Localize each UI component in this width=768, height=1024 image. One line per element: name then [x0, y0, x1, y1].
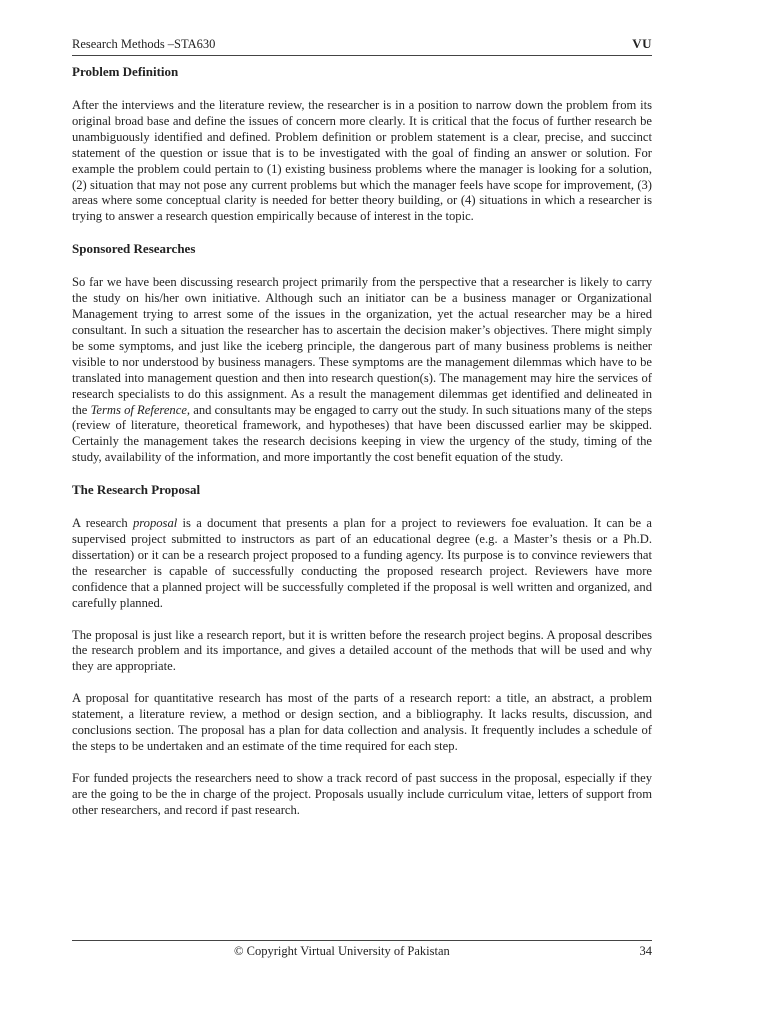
paragraph-quantitative-proposal: A proposal for quantitative research has most of the parts of a research report: a title, an abstract, a problem statement, a literature review, a method or design section, and a bibliography. It lacks results, discussion, and conclusions section. The proposal has a plan for data collection and analysis. It frequently includes a schedule of the steps to be undertaken and an estimate of the time required for each step.: [72, 691, 652, 753]
page-header: [72, 36, 652, 56]
institution-label: VU: [632, 36, 652, 51]
paragraph-funded-projects: For funded projects the researchers need to show a track record of past success in the proposal, especially if they are the going to be the in charge of the project. Proposals usually include curriculum vitae, letters of support from other researchers, and record if past research.: [72, 770, 652, 817]
section-heading-problem-definition: Problem Definition: [72, 64, 179, 79]
course-title: Research Methods –STA630: [72, 37, 216, 51]
paragraph-proposal-definition: A research proposal is a document that presents a plan for a project to reviewers foe evaluation. It can be a supervised project submitted to instructors as part of an educational degree (e.g. a Master’s thesis or a Ph.D. dissertation) or it can be a research project proposed to a funding agency. Its purpose is to convince reviewers that the researcher is capable of successfully conducting the proposed research project. Reviewers have more confidence that a planned project will be successfully completed if the proposal is well written and organized, and carefully planned.: [72, 516, 652, 610]
page-body: [72, 62, 652, 819]
proposal-term: proposal: [132, 516, 178, 531]
copyright-notice: © Copyright Virtual University of Pakistan: [234, 944, 450, 958]
section-heading-sponsored-researches: Sponsored Researches: [72, 241, 196, 257]
page-footer: [72, 940, 652, 958]
section-heading-research-proposal: The Research Proposal: [72, 482, 201, 498]
paragraph-proposal-vs-report: The proposal is just like a research report, but it is written before the research project begins. A proposal describes the research problem and its importance, and gives a detailed account of the methods that will be used and why they are appropriate.: [72, 627, 652, 674]
paragraph-sponsored-researches: So far we have been discussing research project primarily from the perspective that a researcher is likely to carry the study on his/her own initiative. Although such an initiator can be a business manager or Organizational Management trying to arrest some of the issues in the organization, yet the actual researcher may be a hired consultant. In such a situation the researcher has to ascertain the decision maker’s objectives. There might simply be some symptoms, and just like the iceberg principle, the dangerous part of many business problems is neither visible to nor understood by business managers. These symptoms are the management dilemmas which have to be translated into management question and then into research question(s). The management may hire the services of research specialists to do this assignment. As a result the management dilemmas get identified and delineated in the Terms of Reference, and consultants may be engaged to carry out the study. In such situations many of the steps (review of literature, theoretical framework, and hypotheses) that have been discussed earlier may be skipped. Certainly the management takes the research decisions keeping in view the urgency of the study, timing of the study, availability of the information, and more importantly the cost benefit equation of the study.: [72, 275, 652, 465]
terms-of-reference-text: Terms of Reference,: [90, 402, 191, 417]
page-number: 34: [639, 944, 652, 958]
paragraph-problem-definition: After the interviews and the literature review, the researcher is in a position to narrow down the problem from its original broad base and define the issues of concern more clearly. It is critical that the focus of further research be unambiguously identified and defined. Problem definition or problem statement is a clear, precise, and succinct statement of the question or issue that is to be investigated with the goal of finding an answer or solution. For example the problem could pertain to (1) existing business problems where the manager is looking for a solution,(2) situation that may not pose any current problems but which the manager feels have scope for improvement, (3) areas where some conceptual clarity is needed for better theory building, or (4) situations in which a researcher is trying to answer a research question empirically because of interest in the topic.: [72, 98, 652, 224]
